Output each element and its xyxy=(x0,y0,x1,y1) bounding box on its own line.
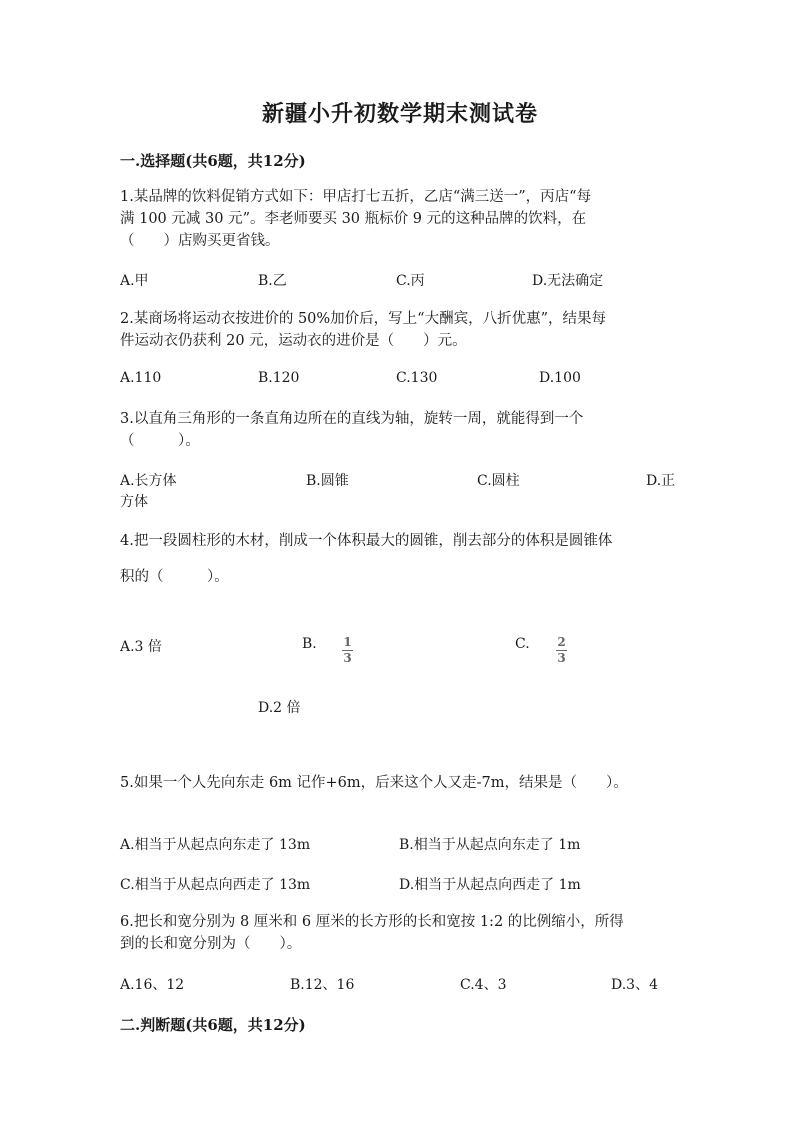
question-3-option-a[interactable]: A.长方体 xyxy=(120,473,177,489)
question-6-line-1: 6.把长和宽分别为 8 厘米和 6 厘米的长方形的长和宽按 1:2 的比例缩小，所得 xyxy=(120,914,624,930)
question-4-option-c-fraction xyxy=(556,631,567,665)
question-4-option-b[interactable]: B. xyxy=(302,636,317,652)
question-4-line-2: 积的（ ）。 xyxy=(120,569,229,585)
question-3-line-2: （ ）。 xyxy=(120,433,200,449)
question-2-option-c[interactable]: C.130 xyxy=(396,370,438,386)
fraction-numerator: 2 xyxy=(557,635,566,649)
question-3-option-c[interactable]: C.圆柱 xyxy=(477,473,520,489)
question-5-line: 5.如果一个人先向东走 6m 记作+6m，后来这个人又走-7m，结果是（ ）。 xyxy=(120,775,628,791)
question-3-option-d-wrap: 方体 xyxy=(120,494,148,510)
question-6-option-d[interactable]: D.3、4 xyxy=(611,977,658,993)
fraction-numerator: 1 xyxy=(343,635,352,649)
question-4-option-a[interactable]: A.3 倍 xyxy=(120,639,162,655)
question-3-option-d[interactable]: D.正 xyxy=(646,473,676,489)
fraction-denominator: 3 xyxy=(557,651,566,665)
question-1-line-1: 1.某品牌的饮料促销方式如下：甲店打七五折，乙店“满三送一”，丙店“每 xyxy=(120,189,592,205)
question-2-option-d[interactable]: D.100 xyxy=(539,370,581,386)
question-2-option-b[interactable]: B.120 xyxy=(258,370,300,386)
question-2-option-a[interactable]: A.110 xyxy=(120,370,162,386)
question-1-line-3: （ ）店购买更省钱。 xyxy=(120,233,280,249)
question-4-line-1: 4.把一段圆柱形的木材，削成一个体积最大的圆锥，削去部分的体积是圆锥体 xyxy=(120,533,613,549)
question-3-option-b[interactable]: B.圆锥 xyxy=(306,473,349,489)
question-5-option-c[interactable]: C.相当于从起点向西走了 13m xyxy=(120,877,311,893)
question-4-option-b-fraction xyxy=(342,631,353,665)
question-4-option-d[interactable]: D.2 倍 xyxy=(258,700,301,716)
question-6-option-a[interactable]: A.16、12 xyxy=(120,977,185,993)
question-6-line-2: 到的长和宽分别为（ ）。 xyxy=(120,936,302,952)
question-2-line-2: 件运动衣仍获利 20 元，运动衣的进价是（ ）元。 xyxy=(120,333,467,349)
question-5-option-b[interactable]: B.相当于从起点向东走了 1m xyxy=(399,837,581,853)
question-5-option-a[interactable]: A.相当于从起点向东走了 13m xyxy=(120,837,311,853)
question-1-option-b[interactable]: B.乙 xyxy=(258,273,287,289)
section-heading-judgement: 二.判断题(共6题，共12分) xyxy=(120,1016,306,1034)
section-heading-choice: 一.选择题(共6题，共12分) xyxy=(120,152,306,170)
question-1-option-d[interactable]: D.无法确定 xyxy=(532,273,604,289)
question-6-option-b[interactable]: B.12、16 xyxy=(290,977,355,993)
fraction-denominator: 3 xyxy=(343,651,352,665)
question-1-option-c[interactable]: C.丙 xyxy=(396,273,425,289)
question-1-option-a[interactable]: A.甲 xyxy=(120,273,149,289)
question-2-line-1: 2.某商场将运动衣按进价的 50%加价后，写上“大酬宾，八折优惠”，结果每 xyxy=(120,311,606,327)
question-4-option-c[interactable]: C. xyxy=(515,636,530,652)
question-5-option-d[interactable]: D.相当于从起点向西走了 1m xyxy=(399,877,581,893)
question-1-line-2: 满 100 元减 30 元”。李老师要买 30 瓶标价 9 元的这种品牌的饮料，在 xyxy=(120,211,587,227)
page-title: 新疆小升初数学期末测试卷 xyxy=(261,101,538,127)
question-3-line-1: 3.以直角三角形的一条直角边所在的直线为轴，旋转一周，就能得到一个 xyxy=(120,411,584,427)
question-6-option-c[interactable]: C.4、3 xyxy=(460,977,507,993)
